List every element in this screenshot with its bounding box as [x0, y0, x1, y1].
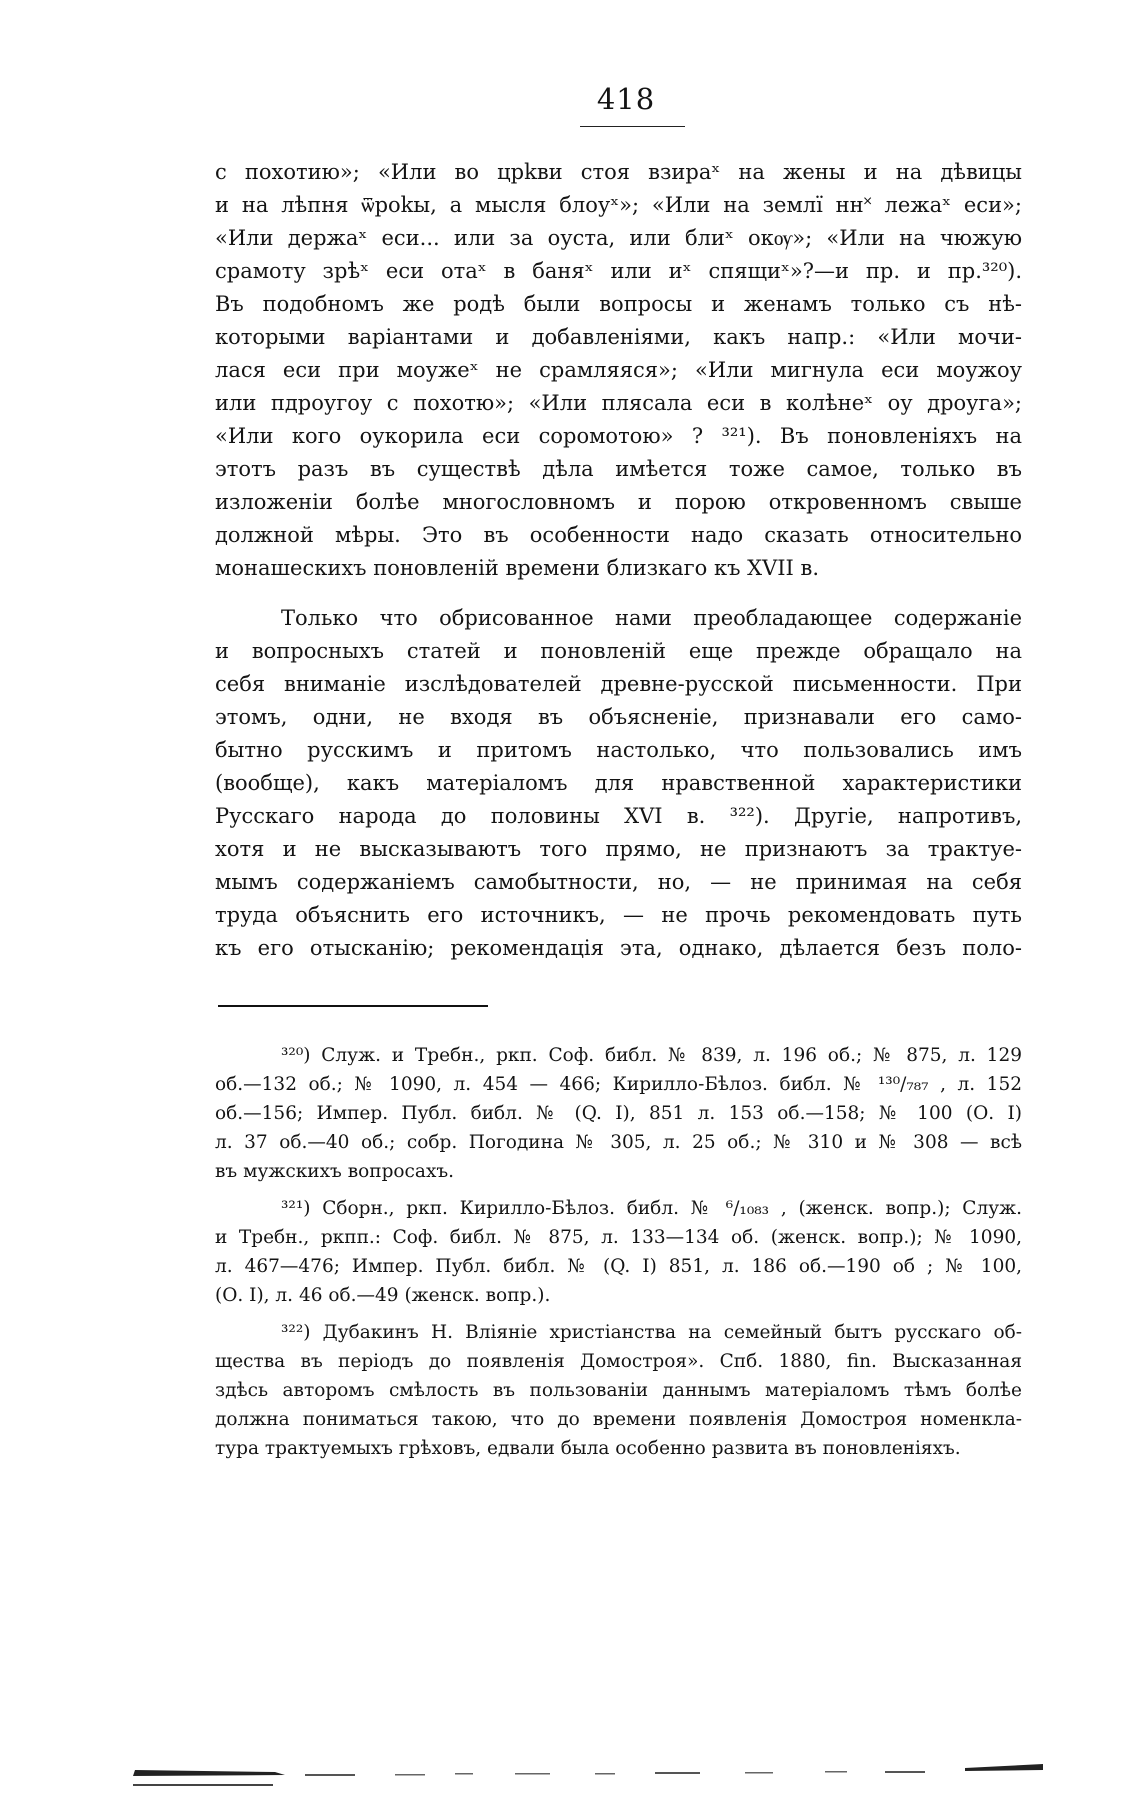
body-line: этомъ, одни, не входя въ объясненіе, признавали его само-	[215, 705, 1022, 729]
body-line: с похотию»; «Или во црkви стоя взираˣ на жены и на дѣвицы	[215, 160, 1022, 184]
footnote-line: об.—156; Импер. Публ. библ. № (Q. I), 851 л. 153 об.—158; № 100 (О. I)	[215, 1103, 1022, 1124]
body-line: «Или кого оукорила еси соромотою» ? ³²¹). Въ поновленіяхъ на	[215, 424, 1022, 448]
body-line: труда объяснить его источникъ, — не прочь рекомендовать путь	[215, 903, 1022, 927]
body-line: «Или держаˣ еси... или за оуста, или блиˣ окѹ»; «Или на чюжую	[215, 226, 1022, 250]
footnote-line: должна пониматься такою, что до времени появленія Домостроя номенкла-	[215, 1409, 1022, 1430]
footnote-line: ³²²) Дубакинъ Н. Вліяніе христіанства на семейный бытъ русскаго об-	[281, 1322, 1022, 1343]
footnote-line: (О. I), л. 46 об.—49 (женск. вопр.).	[215, 1285, 551, 1306]
footnote-line: и Требн., ркпп.: Соф. библ. № 875, л. 133—134 об. (женск. вопр.); № 1090,	[215, 1227, 1022, 1248]
footnote-line: л. 467—476; Импер. Публ. библ. № (Q. I) 851, л. 186 об.—190 об ; № 100,	[215, 1256, 1022, 1277]
footnote-line: въ мужскихъ вопросахъ.	[215, 1161, 455, 1182]
footnote-rule	[218, 1005, 488, 1007]
body-line: себя вниманіе изслѣдователей древне-русской письменности. При	[215, 672, 1022, 696]
body-line: и вопросныхъ статей и поновленій еще прежде обращало на	[215, 639, 1022, 663]
body-line: или пдроугоу с похотю»; «Или плясала еси в колѣнеˣ оу дроуга»;	[215, 391, 1022, 415]
body-line: Русскаго народа до половины XVI в. ³²²). Другіе, напротивъ,	[215, 804, 1022, 828]
body-line: которыми варіантами и добавленіями, какъ напр.: «Или мочи-	[215, 325, 1022, 349]
body-line: хотя и не высказываютъ того прямо, не признаютъ за трактуе-	[215, 837, 1022, 861]
scan-edge-artifact	[125, 1758, 1045, 1798]
body-line: должной мѣры. Это въ особенности надо сказать относительно	[215, 523, 1022, 547]
body-line: лася еси при моужеˣ не срамляяся»; «Или мигнула еси моужоу	[215, 358, 1022, 382]
body-line: этотъ разъ въ существѣ дѣла имѣется тоже самое, только въ	[215, 457, 1022, 481]
footnote-line: тура трактуемыхъ грѣховъ, едвали была особенно развита въ поновленіяхъ.	[215, 1438, 961, 1459]
page-number-rule	[580, 126, 685, 127]
body-line: къ его отысканію; рекомендація эта, однако, дѣлается безъ поло-	[215, 936, 1022, 960]
body-line: Только что обрисованное нами преобладающее содержаніе	[281, 606, 1022, 630]
body-line: монашескихъ поновленій времени близкаго къ XVII в.	[215, 556, 820, 580]
footnote-line: ³²¹) Сборн., ркп. Кирилло-Бѣлоз. библ. № ⁶/₁₀₈₃ , (женск. вопр.); Служ.	[281, 1198, 1022, 1219]
footnote-line: л. 37 об.—40 об.; собр. Погодина № 305, л. 25 об.; № 310 и № 308 — всѣ	[215, 1132, 1022, 1153]
footnote-line: здѣсь авторомъ смѣлость въ пользованіи даннымъ матеріаломъ тѣмъ болѣе	[215, 1380, 1022, 1401]
body-line: изложеніи болѣе многословномъ и порою откровенномъ свыше	[215, 490, 1022, 514]
body-line: и на лѣпня ѿроkы, а мысля блоуˣ»; «Или на землї нн˟ лежаˣ еси»;	[215, 193, 1022, 217]
footnote-line: щества въ періодъ до появленія Домостроя». Спб. 1880, fin. Высказанная	[215, 1351, 1022, 1372]
footnote-line: ³²⁰) Служ. и Требн., ркп. Соф. библ. № 839, л. 196 об.; № 875, л. 129	[281, 1045, 1022, 1066]
footnote-line: об.—132 об.; № 1090, л. 454 — 466; Кирилло-Бѣлоз. библ. № ¹³⁰/₇₈₇ , л. 152	[215, 1074, 1022, 1095]
body-line: срамоту зрѣˣ еси отаˣ в баняˣ или иˣ спящиˣ»?—и пр. и пр.³²⁰).	[215, 259, 1022, 283]
body-line: мымъ содержаніемъ самобытности, но, — не принимая на себя	[215, 870, 1022, 894]
body-line: Въ подобномъ же родѣ были вопросы и женамъ только съ нѣ-	[215, 292, 1022, 316]
body-line: бытно русскимъ и притомъ настолько, что пользовались имъ	[215, 738, 1022, 762]
page-number: 418	[596, 82, 656, 116]
body-line: (вообще), какъ матеріаломъ для нравственной характеристики	[215, 771, 1022, 795]
